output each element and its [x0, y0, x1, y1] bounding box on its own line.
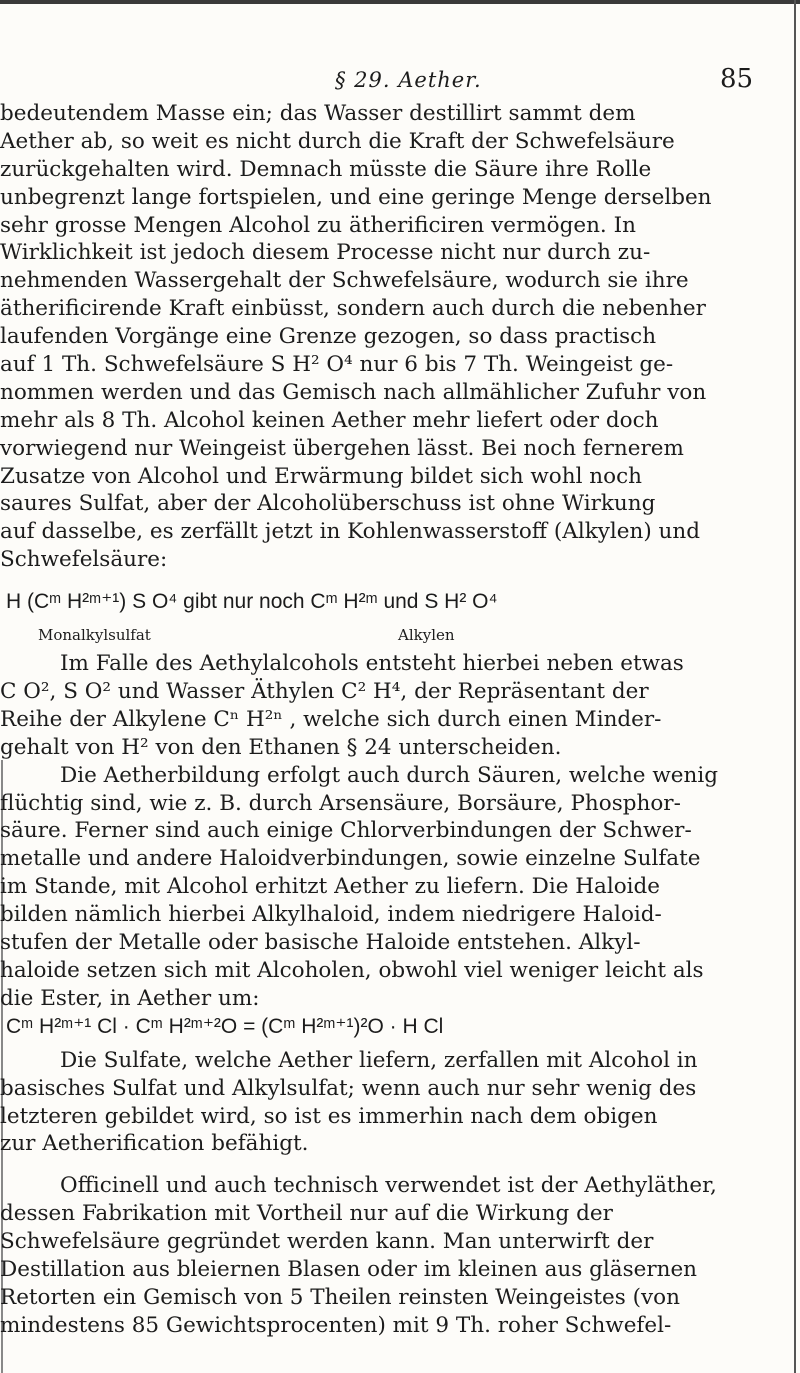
text-line: nehmenden Wassergehalt der Schwefelsäure, wodurch sie ihre [0, 268, 689, 294]
text-line: stufen der Metalle oder basische Haloide entstehen. Alkyl- [0, 930, 641, 956]
text-line: Zusatze von Alcohol und Erwärmung bildet sich wohl noch [0, 463, 642, 489]
text-line: Retorten ein Gemisch von 5 Theilen reinsten Weingeistes (von [0, 1284, 680, 1310]
text-line: die Ester, in Aether um: [0, 985, 260, 1011]
text-line: C O², S O² und Wasser Äthylen C² H⁴, der Repräsentant der [0, 679, 649, 705]
text-line: Die Aetherbildung erfolgt auch durch Säuren, welche wenig [60, 762, 718, 788]
text-line: letzteren gebildet wird, so ist es immerhin nach dem obigen [0, 1103, 658, 1129]
text-line: mehr als 8 Th. Alcohol keinen Aether mehr liefert oder doch [0, 407, 659, 433]
text-line: basisches Sulfat und Alkylsulfat; wenn auch nur sehr wenig des [0, 1075, 697, 1101]
text-line: Wirklichkeit ist jedoch diesem Processe nicht nur durch zu- [0, 240, 651, 266]
text-line: mindestens 85 Gewichtsprocenten) mit 9 Th. roher Schwefel- [0, 1312, 672, 1338]
text-line: unbegrenzt lange fortspielen, und eine geringe Menge derselben [0, 184, 712, 210]
text-line: Im Falle des Aethylalcohols entsteht hierbei neben etwas [60, 651, 684, 677]
text-line: bedeutendem Masse ein; das Wasser destillirt sammt dem [0, 101, 636, 126]
text-line: Schwefelsäure: [0, 547, 168, 573]
text-line: Aether ab, so weit es nicht durch die Kraft der Schwefelsäure [0, 128, 675, 154]
text-line: zur Aetherification befähigt. [0, 1131, 309, 1157]
text-line: saures Sulfat, aber der Alcoholüberschuss ist ohne Wirkung [0, 491, 656, 517]
text-line: zurückgehalten wird. Demnach müsste die Säure ihre Rolle [0, 156, 652, 182]
page-number: 85 [720, 64, 754, 94]
text-line: bilden nämlich hierbei Alkylhaloid, indem niedrigere Haloid- [0, 902, 662, 928]
text-line: laufenden Vorgänge eine Grenze gezogen, so dass practisch [0, 324, 657, 350]
label-alkylen: Alkylen [398, 626, 455, 645]
formula-alkylhaloid: Cᵐ H²ᵐ⁺¹ Cl · Cᵐ H²ᵐ⁺²O = (Cᵐ H²ᵐ⁺¹)²O · H Cl [6, 1014, 444, 1038]
section-title: § 29. Aether. [335, 68, 482, 92]
right-page-edge [794, 0, 796, 1373]
formula-monalkylsulfat: H (Cᵐ H²ᵐ⁺¹) S O⁴ gibt nur noch Cᵐ H²ᵐ und S H² O⁴ [6, 590, 498, 614]
text-line: nommen werden und das Gemisch nach allmählicher Zufuhr von [0, 379, 707, 405]
label-monalkylsulfat: Monalkylsulfat [38, 626, 151, 645]
text-line: Reihe der Alkylene Cⁿ H²ⁿ , welche sich durch einen Minder- [0, 706, 662, 732]
text-line: Schwefelsäure gegründet werden kann. Man unterwirft der [0, 1229, 654, 1255]
running-header [0, 62, 800, 102]
text-line: Die Sulfate, welche Aether liefern, zerfallen mit Alcohol in [60, 1047, 698, 1073]
text-line: im Stande, mit Alcohol erhitzt Aether zu liefern. Die Haloide [0, 874, 661, 900]
text-line: vorwiegend nur Weingeist übergehen lässt. Bei noch fernerem [0, 435, 684, 461]
text-line: Officinell und auch technisch verwendet ist der Aethyläther, [60, 1173, 717, 1199]
top-edge-rule [0, 0, 800, 4]
text-line: sehr grosse Mengen Alcohol zu ätherificiren vermögen. In [0, 212, 636, 238]
formula-labels [0, 622, 775, 650]
text-line: flüchtig sind, wie z. B. durch Arsensäure, Borsäure, Phosphor- [0, 790, 681, 816]
text-line: haloide setzen sich mit Alcoholen, obwohl viel weniger leicht als [0, 957, 704, 983]
text-line: säure. Ferner sind auch einige Chlorverbindungen der Schwer- [0, 818, 692, 844]
text-line: dessen Fabrikation mit Vortheil nur auf die Wirkung der [0, 1201, 613, 1227]
text-line: auf 1 Th. Schwefelsäure S H² O⁴ nur 6 bis 7 Th. Weingeist ge- [0, 352, 674, 378]
text-line: metalle und andere Haloidverbindungen, sowie einzelne Sulfate [0, 846, 701, 872]
text-line: auf dasselbe, es zerfällt jetzt in Kohlenwasserstoff (Alkylen) und [0, 519, 700, 545]
text-line: gehalt von H² von den Ethanen § 24 unterscheiden. [0, 734, 562, 760]
text-line: Destillation aus bleiernen Blasen oder im kleinen aus gläsernen [0, 1256, 698, 1282]
text-line: ätherificirende Kraft einbüsst, sondern auch durch die nebenher [0, 296, 706, 322]
page-body [0, 100, 775, 1340]
